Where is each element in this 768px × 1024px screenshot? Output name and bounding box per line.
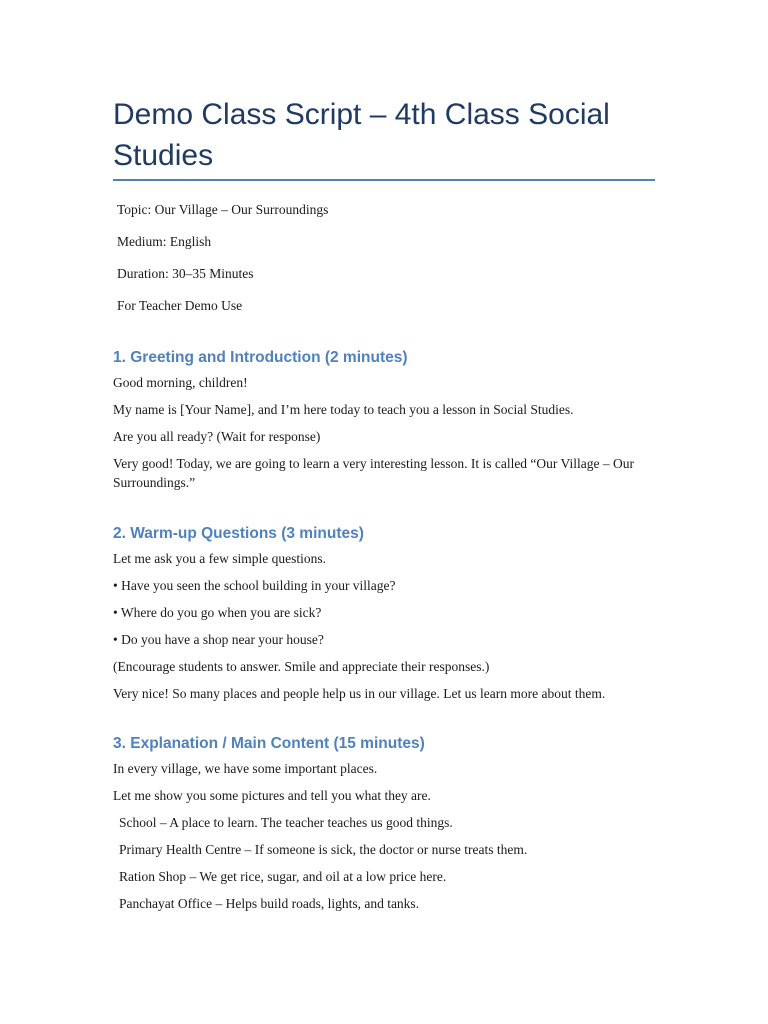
document-title: Demo Class Script – 4th Class Social Studies	[113, 98, 610, 172]
meta-topic: Topic: Our Village – Our Surroundings	[117, 202, 329, 217]
paragraph: (Encourage students to answer. Smile and appreciate their responses.)	[113, 659, 490, 674]
section-heading-explanation: 3. Explanation / Main Content (15 minutes)	[113, 735, 425, 752]
paragraph: In every village, we have some important places.	[113, 761, 378, 776]
bullet-item: • Where do you go when you are sick?	[113, 605, 322, 620]
bullet-item: • Have you seen the school building in your village?	[113, 578, 396, 593]
list-item: School – A place to learn. The teacher teaches us good things.	[119, 815, 453, 830]
paragraph: Very nice! So many places and people help us in our village. Let us learn more about them.	[113, 686, 606, 701]
meta-duration: Duration: 30–35 Minutes	[117, 266, 254, 281]
paragraph: My name is [Your Name], and I’m here today to teach you a lesson in Social Studies.	[113, 402, 574, 417]
meta-use: For Teacher Demo Use	[117, 298, 243, 313]
paragraph: Good morning, children!	[113, 375, 248, 390]
list-item: Ration Shop – We get rice, sugar, and oil at a low price here.	[119, 869, 447, 884]
paragraph: Let me ask you a few simple questions.	[113, 551, 326, 566]
section-heading-greeting: 1. Greeting and Introduction (2 minutes)	[113, 349, 408, 366]
bullet-item: • Do you have a shop near your house?	[113, 632, 324, 647]
paragraph: Are you all ready? (Wait for response)	[113, 429, 321, 444]
list-item: Primary Health Centre – If someone is sick, the doctor or nurse treats them.	[119, 842, 528, 857]
paragraph: Let me show you some pictures and tell you what they are.	[113, 788, 431, 803]
section-heading-warmup: 2. Warm-up Questions (3 minutes)	[113, 525, 364, 542]
paragraph: Very good! Today, we are going to learn a very interesting lesson. It is called “Our Village – Our Surroundings.”	[113, 456, 634, 490]
meta-medium: Medium: English	[117, 234, 212, 249]
list-item: Panchayat Office – Helps build roads, lights, and tanks.	[119, 896, 420, 911]
title-underline	[113, 179, 655, 181]
